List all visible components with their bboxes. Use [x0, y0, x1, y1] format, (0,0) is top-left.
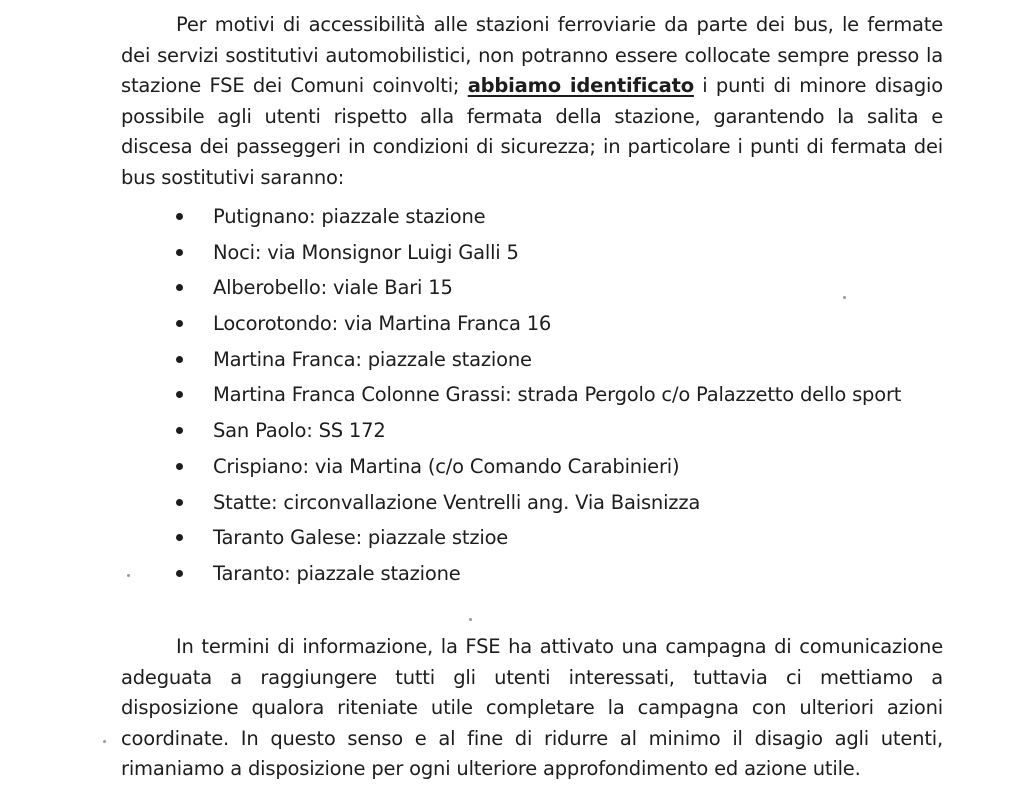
list-item-text: Statte: circonvallazione Ventrelli ang. Via Baisnizza — [213, 490, 701, 514]
bullet-icon — [176, 249, 183, 256]
scan-speck — [843, 296, 846, 299]
paragraph-text-after: i punti di minore disagio possibile agli utenti rispetto alla fermata della stazione, garantendo la salita e discesa dei passeggeri in condizioni di sicurezza; in particolare i punti di fermata dei bus sostitutivi saranno: — [121, 74, 943, 189]
list-item — [176, 485, 956, 521]
list-item-text: Martina Franca Colonne Grassi: strada Pergolo c/o Palazzetto dello sport — [213, 383, 902, 407]
bullet-icon — [176, 356, 183, 363]
bus-stop-list — [176, 199, 956, 592]
list-item-text: Crispiano: via Martina (c/o Comando Carabinieri) — [213, 454, 680, 478]
paragraph-communication — [121, 632, 943, 785]
bullet-icon — [176, 391, 183, 398]
list-item-text: Taranto: piazzale stazione — [213, 561, 461, 585]
list-item — [176, 556, 956, 592]
list-item — [176, 270, 956, 306]
list-item — [176, 342, 956, 378]
scan-speck — [127, 574, 130, 577]
list-item — [176, 413, 956, 449]
bullet-icon — [176, 570, 183, 577]
list-item-text: San Paolo: SS 172 — [213, 419, 386, 443]
list-item — [176, 199, 956, 235]
paragraph-text-before: Per motivi di accessibilità alle stazioni ferroviarie da parte dei bus, le fermate dei servizi sostitutivi automobilistici, non potranno essere collocate sempre presso la stazione FSE dei Comuni coinvolti; — [121, 13, 943, 97]
scan-speck — [103, 740, 106, 743]
paragraph-bus-stops-intro — [121, 10, 943, 193]
list-item — [176, 306, 956, 342]
list-item — [176, 520, 956, 556]
list-item-text: Taranto Galese: piazzale stzioe — [213, 526, 509, 550]
bullet-icon — [176, 427, 183, 434]
list-item-text: Noci: via Monsignor Luigi Galli 5 — [213, 240, 519, 264]
list-item-text: Martina Franca: piazzale stazione — [213, 347, 532, 371]
scan-speck — [469, 618, 472, 621]
bullet-icon — [176, 534, 183, 541]
bullet-icon — [176, 499, 183, 506]
list-item — [176, 449, 956, 485]
list-item — [176, 235, 956, 271]
bullet-icon — [176, 463, 183, 470]
emphasized-phrase: abbiamo identificato — [467, 74, 694, 97]
bullet-icon — [176, 284, 183, 291]
list-item-text: Alberobello: viale Bari 15 — [213, 276, 453, 300]
list-item — [176, 377, 956, 413]
list-item-text: Putignano: piazzale stazione — [213, 205, 486, 228]
list-item-text: Locorotondo: via Martina Franca 16 — [213, 312, 552, 336]
bullet-icon — [176, 320, 183, 327]
bullet-icon — [176, 213, 183, 220]
paragraph-text: In termini di informazione, la FSE ha attivato una campagna di comunicazione adeguata a raggiungere tutti gli utenti interessati, tuttavia ci mettiamo a disposizione qualora riteniate utile completare la campagna con ulteriori azioni coordinate. In questo senso e al fine di ridurre al minimo il disagio agli utenti, rimaniamo a disposizione per ogni ulteriore approfondimento ed azione utile. — [121, 635, 943, 780]
